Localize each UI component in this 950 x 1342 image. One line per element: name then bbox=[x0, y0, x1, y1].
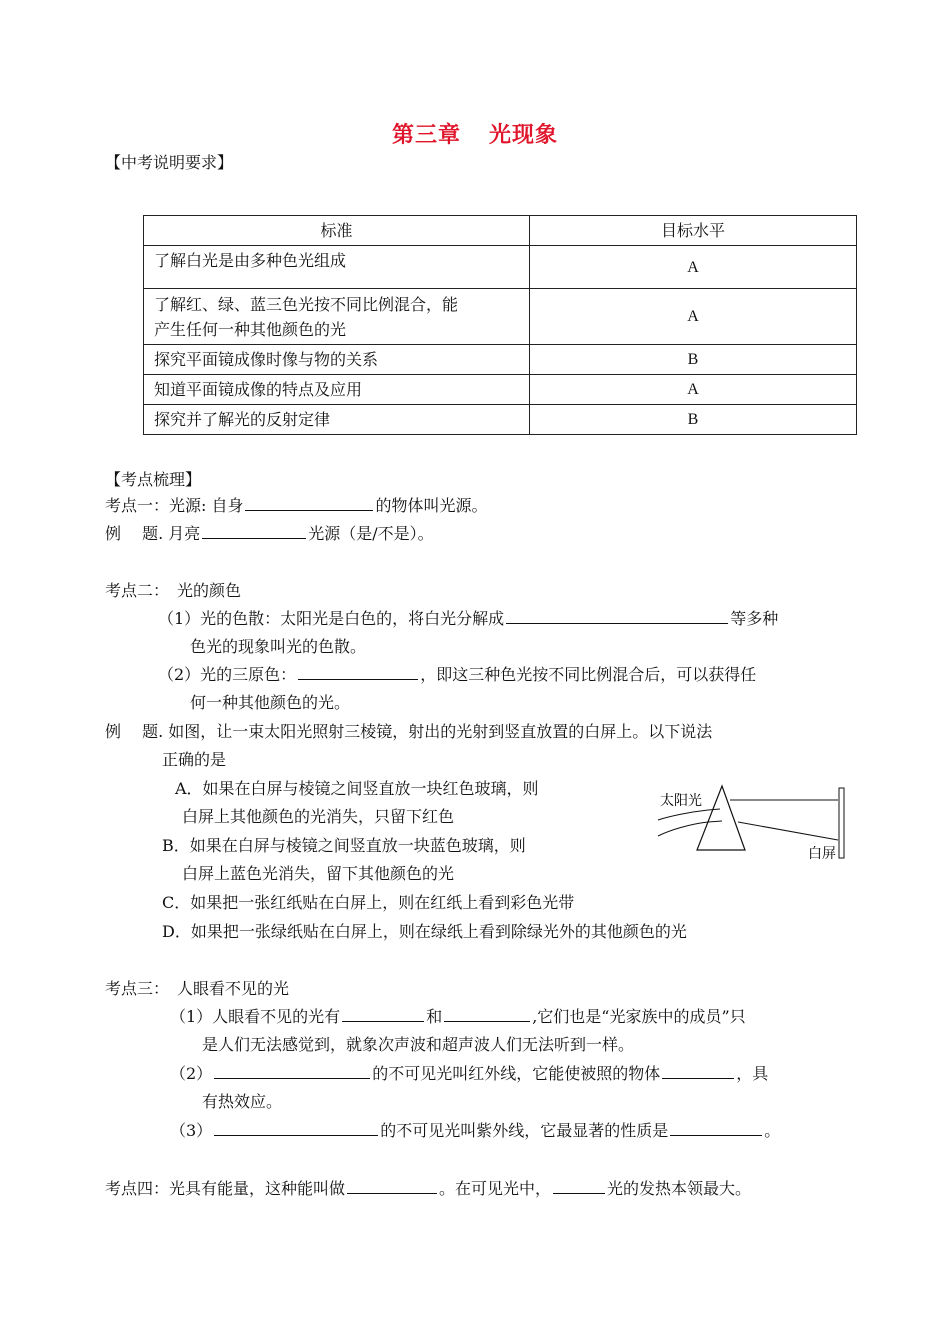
k2-p1-text-a: （1）光的色散：太阳光是白色的，将白光分解成 bbox=[158, 609, 505, 628]
k2-p1-line2: 色光的现象叫光的色散。 bbox=[190, 637, 367, 656]
k1-blank[interactable] bbox=[245, 509, 373, 511]
option-a-line1: A．如果在白屏与棱镜之间竖直放一块红色玻璃，则 bbox=[175, 779, 539, 798]
k3-p2-blank1[interactable] bbox=[214, 1077, 370, 1079]
k3-p3-text-b: 的不可见光叫紫外线，它最显著的性质是 bbox=[380, 1121, 669, 1140]
k3-p1-text-c: ,它们也是“光家族中的成员”只 bbox=[532, 1007, 746, 1026]
k2-p2-line2: 何一种其他颜色的光。 bbox=[190, 693, 351, 712]
row-standard: 探究平面镜成像时像与物的关系 bbox=[144, 345, 530, 375]
row-standard: 知道平面镜成像的特点及应用 bbox=[144, 375, 530, 405]
k1-text-b: 的物体叫光源。 bbox=[375, 496, 488, 515]
row-standard bbox=[144, 246, 530, 289]
k2-p1-text-b: 等多种 bbox=[730, 609, 779, 628]
k2-p1-line1 bbox=[158, 606, 778, 632]
k4-text-c: 光的发热本领最大。 bbox=[607, 1179, 752, 1198]
k1-example bbox=[105, 521, 434, 547]
k3-p2-text-a: （2） bbox=[170, 1064, 213, 1083]
k3-p1-blank2[interactable] bbox=[444, 1020, 530, 1022]
k1-example-blank[interactable] bbox=[202, 537, 306, 539]
row-standard: 探究并了解光的反射定律 bbox=[144, 405, 530, 435]
k2-p2-text-a: （2）光的三原色： bbox=[158, 665, 297, 684]
title-chapter: 第三章 bbox=[391, 123, 461, 148]
row-level: A bbox=[530, 246, 857, 289]
row-level: B bbox=[530, 345, 857, 375]
table-row bbox=[144, 405, 857, 435]
k3-p1-line2: 是人们无法感觉到，就象次声波和超声波人们无法听到一样。 bbox=[202, 1035, 635, 1054]
k3-p3-blank2[interactable] bbox=[670, 1134, 762, 1136]
table-header-row bbox=[144, 216, 857, 246]
option-b-line1: B．如果在白屏与棱镜之间竖直放一块蓝色玻璃，则 bbox=[162, 836, 526, 855]
k2-p1-blank[interactable] bbox=[506, 622, 728, 624]
spectrum-ray-bottom bbox=[738, 822, 838, 840]
prism-triangle bbox=[697, 786, 745, 850]
k2-p2-line1 bbox=[158, 662, 756, 688]
fig-screen-label: 白屏 bbox=[808, 846, 836, 862]
k3-heading: 考点三： 人眼看不见的光 bbox=[105, 979, 290, 998]
option-c: C．如果把一张红纸贴在白屏上，则在红纸上看到彩色光带 bbox=[162, 893, 575, 912]
k3-p3 bbox=[170, 1118, 780, 1144]
k3-p2-text-b: 的不可见光叫红外线，它能使被照的物体 bbox=[372, 1064, 661, 1083]
sunlight-ray-lower bbox=[658, 821, 722, 836]
k4-blank2[interactable] bbox=[553, 1192, 605, 1194]
row-standard bbox=[144, 289, 530, 345]
fig-sunlight-label: 太阳光 bbox=[660, 793, 702, 809]
header-level: 目标水平 bbox=[530, 216, 857, 246]
k2-heading: 考点二： 光的颜色 bbox=[105, 581, 242, 600]
page-title bbox=[0, 118, 950, 149]
k1-example-b: 光源（是/不是）。 bbox=[308, 524, 434, 543]
k3-p2-text-c: ，具 bbox=[736, 1064, 769, 1083]
k3-p2-line2: 有热效应。 bbox=[202, 1092, 283, 1111]
requirements-heading: 【中考说明要求】 bbox=[105, 153, 234, 172]
k3-p3-text-a: （3） bbox=[170, 1121, 213, 1140]
white-screen bbox=[839, 788, 844, 858]
option-d: D．如果把一张绿纸贴在白屏上，则在绿纸上看到除绿光外的其他颜色的光 bbox=[162, 922, 687, 941]
k2-example-line2: 正确的是 bbox=[162, 750, 227, 769]
table-row bbox=[144, 246, 857, 289]
k2-p2-text-b: ，即这三种色光按不同比例混合后，可以获得任 bbox=[420, 665, 757, 684]
row-standard-text: 了解白光是由多种色光组成 bbox=[154, 251, 347, 270]
k4-blank1[interactable] bbox=[347, 1192, 437, 1194]
row-standard-line2: 产生任何一种其他颜色的光 bbox=[154, 319, 347, 339]
title-topic: 光现象 bbox=[489, 123, 559, 148]
prism-figure bbox=[650, 778, 860, 868]
k3-p1-text-a: （1）人眼看不见的光有 bbox=[170, 1007, 341, 1026]
k1-definition bbox=[105, 493, 488, 519]
standards-table bbox=[143, 215, 857, 435]
k1-text-a: 考点一：光源: 自身 bbox=[105, 496, 244, 515]
table-row bbox=[144, 375, 857, 405]
option-a-line2: 白屏上其他颜色的光消失，只留下红色 bbox=[182, 807, 455, 826]
table-row bbox=[144, 289, 857, 345]
k3-p1-line1 bbox=[170, 1004, 746, 1030]
k2-p2-blank[interactable] bbox=[298, 678, 418, 680]
k4-text-a: 考点四：光具有能量，这种能叫做 bbox=[105, 1179, 346, 1198]
row-level: A bbox=[530, 289, 857, 345]
k1-example-a: 例 题. 月亮 bbox=[105, 524, 201, 543]
k3-p1-text-b: 和 bbox=[426, 1007, 443, 1026]
k3-p3-blank1[interactable] bbox=[214, 1134, 378, 1136]
row-standard-line1: 了解红、绿、蓝三色光按不同比例混合，能 bbox=[154, 294, 459, 314]
k3-p3-text-c: 。 bbox=[764, 1121, 781, 1140]
table-row bbox=[144, 345, 857, 375]
header-standard: 标准 bbox=[144, 216, 530, 246]
k3-p2-blank2[interactable] bbox=[662, 1077, 734, 1079]
row-level: A bbox=[530, 375, 857, 405]
k2-example-line1: 例 题. 如图，让一束太阳光照射三棱镜，射出的光射到竖直放置的白屏上。以下说法 bbox=[105, 722, 713, 741]
row-level: B bbox=[530, 405, 857, 435]
k3-p1-blank1[interactable] bbox=[342, 1020, 424, 1022]
option-b-line2: 白屏上蓝色光消失，留下其他颜色的光 bbox=[182, 864, 455, 883]
k4-line bbox=[105, 1176, 751, 1202]
k3-p2-line1 bbox=[170, 1061, 768, 1087]
points-heading: 【考点梳理】 bbox=[105, 470, 202, 489]
k4-text-b: 。在可见光中， bbox=[439, 1179, 552, 1198]
